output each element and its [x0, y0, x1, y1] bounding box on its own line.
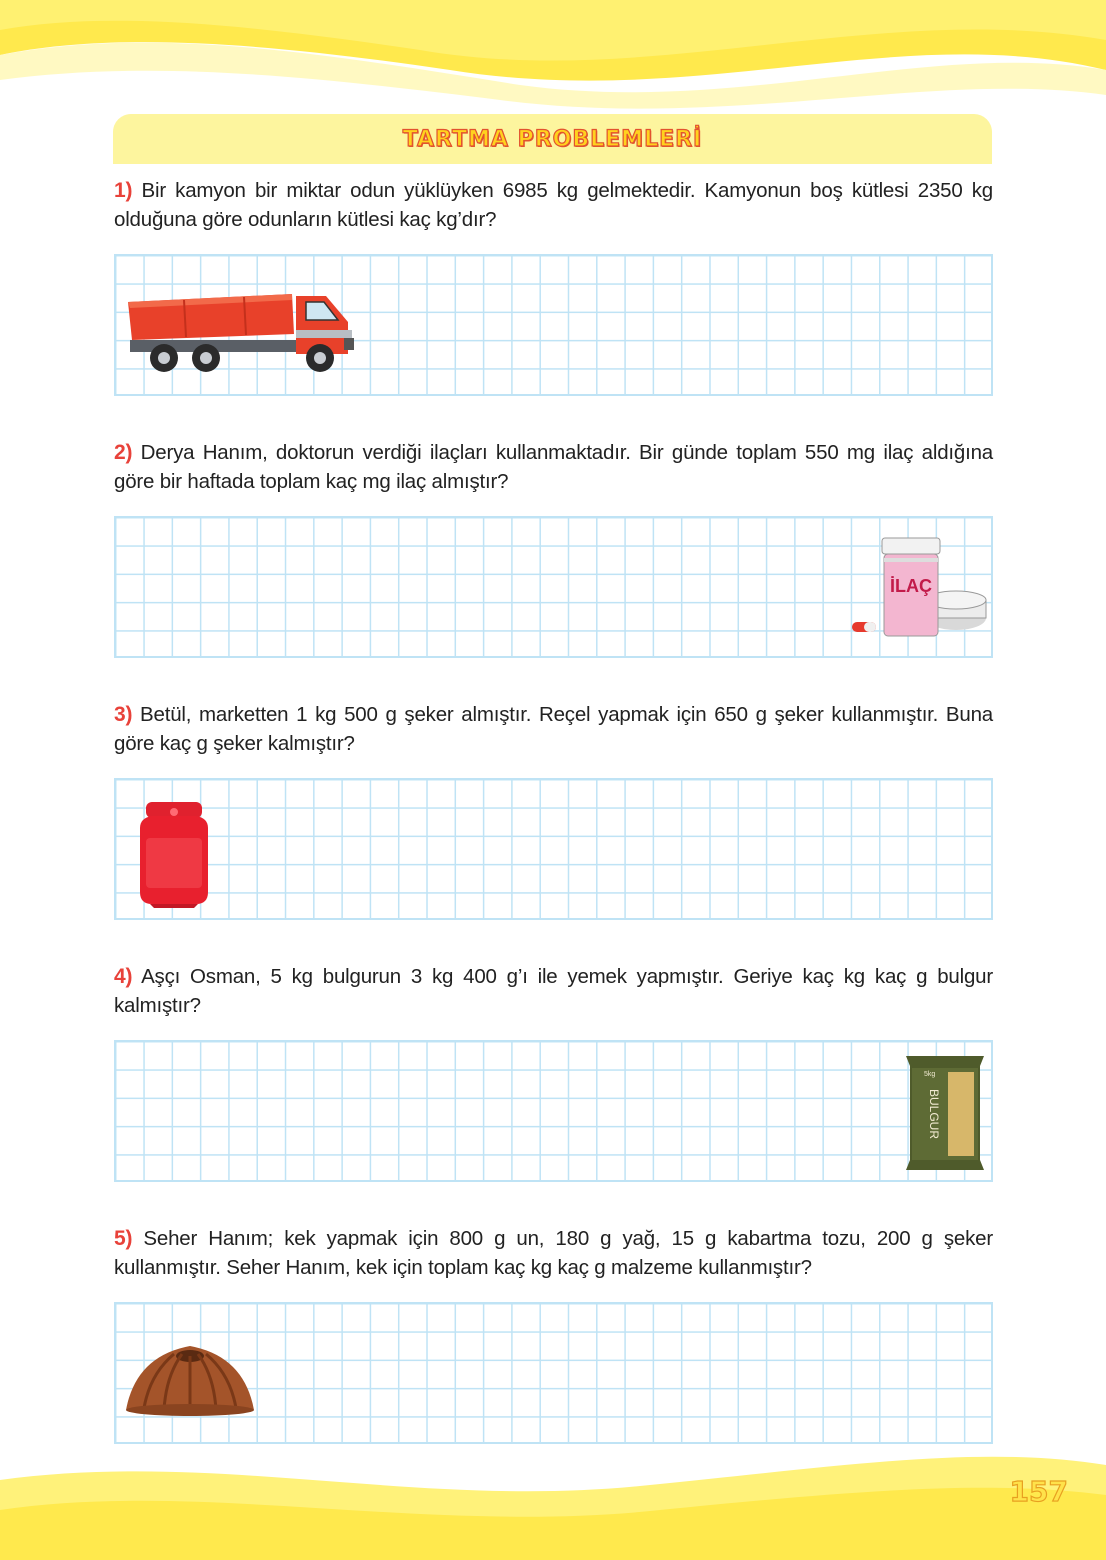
- problem-1: [114, 176, 993, 234]
- answer-grid-3[interactable]: [114, 778, 993, 920]
- problem-3-number: 3): [114, 703, 133, 726]
- problem-4-question: Aşçı Osman, 5 kg bulgurun 3 kg 400 g’ı ile yemek yapmıştır. Geriye kaç kg kaç g bulgur kalmıştır?: [114, 965, 993, 1017]
- problem-2: [114, 438, 994, 596]
- problem-4-number: 4): [114, 965, 133, 988]
- answer-grid-4[interactable]: [114, 1040, 993, 1182]
- problem-3-text: [114, 700, 993, 758]
- problem-5-number: 5): [114, 1227, 133, 1250]
- page-title: TARTMA PROBLEMLERİ: [402, 126, 703, 152]
- bulgur-weight: 5kg: [924, 1071, 936, 1078]
- problem-2-text: [114, 438, 993, 496]
- problem-5-text: [114, 1224, 993, 1282]
- problem-5-question: Seher Hanım; kek yapmak için 800 g un, 180 g yağ, 15 g kabartma tozu, 200 g şeker kullanmıştır. Seher Hanım, kek için toplam kaç kg kaç g malzeme kullanmıştır?: [114, 1227, 994, 1279]
- medicine-bottle-icon: [846, 530, 991, 648]
- medicine-label: İLAÇ: [890, 576, 932, 596]
- problem-4-text: [114, 962, 993, 1020]
- problem-1-text: [114, 176, 993, 234]
- problem-4: [114, 962, 993, 1140]
- problem-5: [114, 1224, 993, 1282]
- answer-grid-5[interactable]: [114, 1302, 993, 1444]
- bottom-wave-decoration: [0, 1440, 1106, 1560]
- page-number: 157: [1009, 1475, 1068, 1508]
- problem-3: [114, 700, 993, 758]
- answer-grid-2[interactable]: [114, 516, 993, 658]
- jam-jar-icon: [130, 798, 218, 910]
- problem-1-question: Bir kamyon bir miktar odun yüklüyken 6985 kg gelmektedir. Kamyonun boş kütlesi 2350 kg olduğuna göre odunların kütlesi kaç kg’dır?: [114, 179, 994, 231]
- answer-grid-1[interactable]: [114, 254, 993, 396]
- bulgur-label: BULGUR: [927, 1088, 941, 1140]
- top-wave-decoration: [0, 0, 1106, 120]
- problem-3-question: Betül, marketten 1 kg 500 g şeker almıştır. Reçel yapmak için 650 g şeker kullanmıştır. Buna göre kaç g şeker kalmıştır?: [114, 703, 994, 755]
- problem-1-number: 1): [114, 179, 133, 202]
- bundt-cake-icon: [120, 1334, 260, 1418]
- bulgur-package-icon: [904, 1052, 986, 1174]
- title-banner: [113, 114, 992, 164]
- problem-2-question: Derya Hanım, doktorun verdiği ilaçları kullanmaktadır. Bir günde toplam 550 mg ilaç aldığına göre bir haftada toplam kaç mg ilaç almıştır?: [114, 441, 994, 493]
- problem-2-number: 2): [114, 441, 133, 464]
- dump-truck-icon: [124, 282, 364, 377]
